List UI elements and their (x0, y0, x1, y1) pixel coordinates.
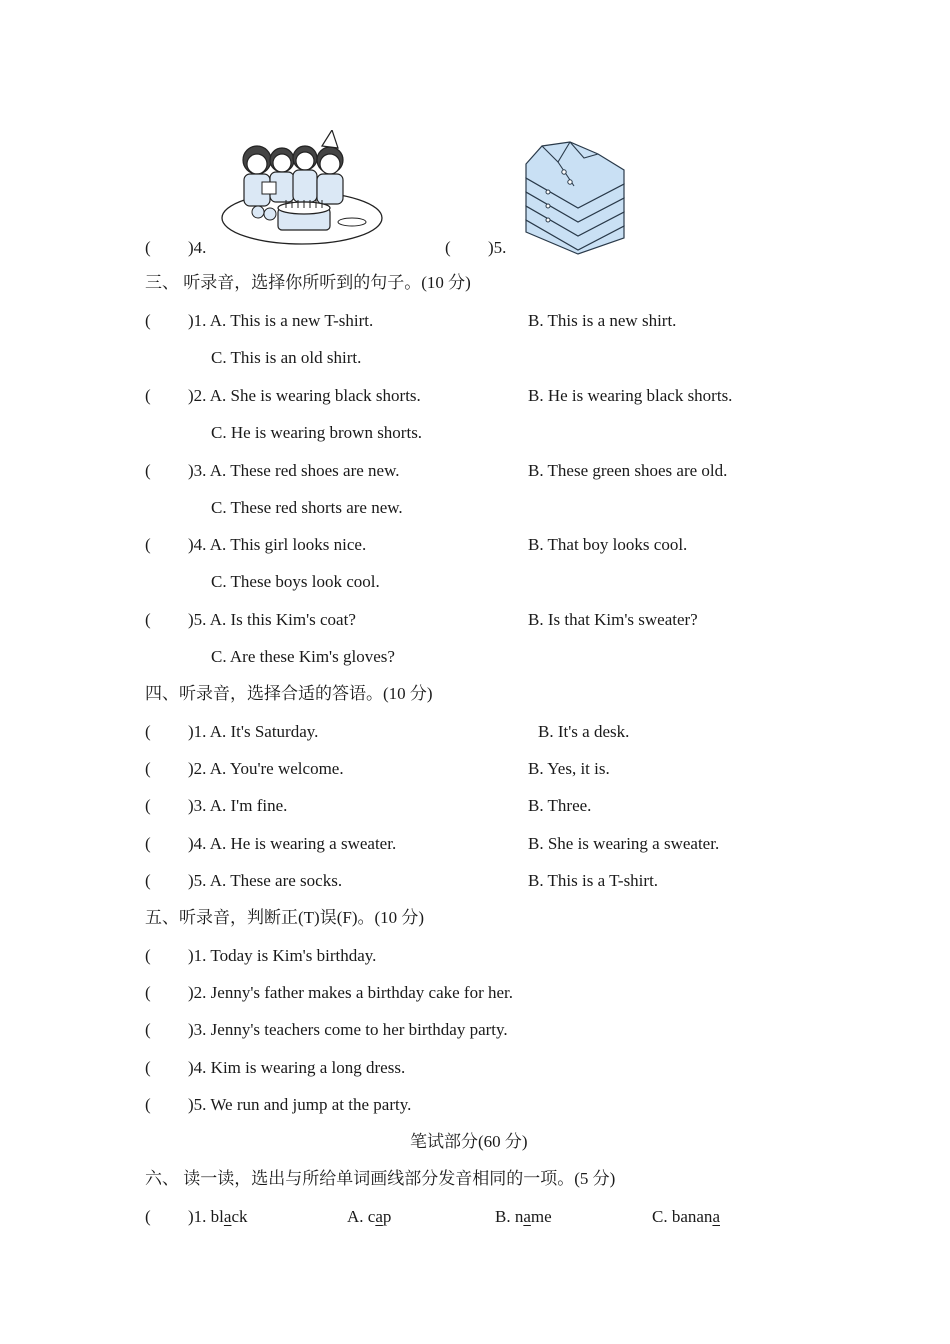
q5-paren-open: ( (445, 238, 451, 257)
paren-open: ( (145, 946, 151, 965)
s3-q2-num-a (188, 386, 421, 406)
s6-c-pre: C. banan (652, 1207, 713, 1226)
s6-q1-word (211, 1207, 248, 1226)
birthday-party-icon (220, 130, 385, 250)
s4-q2-option-b: B. Yes, it is. (528, 759, 610, 778)
s5-q3-num: )3. (188, 1020, 207, 1039)
s6-q1-option-a (347, 1207, 391, 1227)
s3-q4-option-a: A. This girl looks nice. (209, 535, 367, 554)
s6-b-pre: B. n (495, 1207, 524, 1226)
s3-q1-num-a (188, 311, 373, 331)
paren-open: ( (145, 1095, 151, 1114)
s3-q4-num-a (188, 535, 366, 555)
s6-q1 (188, 1207, 248, 1227)
written-part-title: 笔试部分(60 分) (410, 1132, 528, 1151)
s4-q4-num: )4. (188, 834, 207, 853)
paren-open: ( (145, 1207, 151, 1226)
s6-q1-num: )1. (188, 1207, 207, 1226)
s5-q5-text: We run and jump at the party. (210, 1095, 412, 1114)
q5-number: )5. (488, 238, 507, 257)
paren-open: ( (145, 759, 151, 778)
s4-q3-num-a (188, 796, 287, 816)
s3-q3-option-a: A. These red shoes are new. (209, 461, 400, 480)
s5-q1-text: Today is Kim's birthday. (210, 946, 377, 965)
s3-q2-num: )2. (188, 386, 207, 405)
s5-q1-num: )1. (188, 946, 207, 965)
s4-q4-option-b: B. She is wearing a sweater. (528, 834, 720, 853)
s5-q5-num: )5. (188, 1095, 207, 1114)
s6-a-pre: A. c (347, 1207, 376, 1226)
s4-q3-num: )3. (188, 796, 207, 815)
s3-q2-option-b: B. He is wearing black shorts. (528, 386, 733, 405)
paren-open: ( (145, 311, 151, 330)
paren-open: ( (145, 461, 151, 480)
s4-q4-num-a (188, 834, 396, 854)
s3-q5-option-b: B. Is that Kim's sweater? (528, 610, 698, 629)
s4-q1-num-a (188, 722, 318, 742)
s4-q2-num-a (188, 759, 344, 779)
q4-paren-open: ( (145, 238, 151, 257)
paren-open: ( (145, 1058, 151, 1077)
s4-q1-option-b: B. It's a desk. (538, 722, 630, 741)
s6-b-underlined: a (523, 1207, 531, 1226)
s5-q4 (188, 1058, 405, 1078)
s5-q2 (188, 983, 513, 1003)
s4-q4-option-a: A. He is wearing a sweater. (209, 834, 397, 853)
s6-q1-option-b (495, 1207, 552, 1227)
s3-q4-option-c: C. These boys look cool. (211, 572, 380, 591)
s4-q5-option-a: A. These are socks. (209, 871, 343, 890)
s4-q5-num: )5. (188, 871, 207, 890)
paren-open: ( (145, 610, 151, 629)
s4-q1-option-a: A. It's Saturday. (209, 722, 319, 741)
s3-q3-option-b: B. These green shoes are old. (528, 461, 728, 480)
s5-q3-text: Jenny's teachers come to her birthday party. (210, 1020, 508, 1039)
s3-q5-num: )5. (188, 610, 207, 629)
s3-q1-option-c: C. This is an old shirt. (211, 348, 362, 367)
section5-title: 五、听录音，判断正(T)误(F)。(10 分) (145, 908, 425, 927)
section6-title: 六、 读一读，选出与所给单词画线部分发音相同的一项。(5 分) (145, 1169, 616, 1188)
s3-q4-option-b: B. That boy looks cool. (528, 535, 688, 554)
s4-q2-num: )2. (188, 759, 207, 778)
s5-q3 (188, 1020, 508, 1040)
s4-q1-num: )1. (188, 722, 207, 741)
paren-open: ( (145, 834, 151, 853)
s3-q5-option-c: C. Are these Kim's gloves? (211, 647, 395, 666)
s3-q1-num: )1. (188, 311, 207, 330)
folded-shirts-icon (518, 140, 630, 255)
s3-q3-num-a (188, 461, 400, 481)
s4-q3-option-a: A. I'm fine. (209, 796, 288, 815)
s3-q3-num: )3. (188, 461, 207, 480)
s6-word-pre: bl (210, 1207, 224, 1226)
s3-q4-num: )4. (188, 535, 207, 554)
s3-q5-num-a (188, 610, 356, 630)
s5-q2-num: )2. (188, 983, 207, 1002)
paren-open: ( (145, 386, 151, 405)
s5-q5 (188, 1095, 411, 1115)
s5-q4-num: )4. (188, 1058, 207, 1077)
s4-q5-num-a (188, 871, 342, 891)
paren-open: ( (145, 796, 151, 815)
s3-q2-option-c: C. He is wearing brown shorts. (211, 423, 423, 442)
q4-number: )4. (188, 238, 207, 257)
s5-q1 (188, 946, 376, 966)
section4-title: 四、听录音，选择合适的答语。(10 分) (145, 684, 433, 703)
paren-open: ( (145, 722, 151, 741)
s6-word-underlined: a (223, 1207, 232, 1226)
s6-c-underlined: a (712, 1207, 720, 1226)
s5-q4-text: Kim is wearing a long dress. (210, 1058, 406, 1077)
s3-q2-option-a: A. She is wearing black shorts. (209, 386, 421, 405)
s6-a-underlined: a (375, 1207, 383, 1226)
paren-open: ( (145, 1020, 151, 1039)
s6-a-post: p (382, 1207, 392, 1226)
s3-q3-option-c: C. These red shorts are new. (211, 498, 403, 517)
s4-q2-option-a: A. You're welcome. (209, 759, 344, 778)
s6-q1-option-c (652, 1207, 720, 1227)
s3-q5-option-a: A. Is this Kim's coat? (209, 610, 356, 629)
s3-q1-option-b: B. This is a new shirt. (528, 311, 677, 330)
section3-title: 三、 听录音，选择你所听到的句子。(10 分) (145, 273, 471, 292)
paren-open: ( (145, 535, 151, 554)
s4-q5-option-b: B. This is a T-shirt. (528, 871, 659, 890)
s4-q3-option-b: B. Three. (528, 796, 592, 815)
s6-word-post: ck (231, 1207, 248, 1226)
paren-open: ( (145, 871, 151, 890)
s5-q2-text: Jenny's father makes a birthday cake for her. (210, 983, 514, 1002)
s6-b-post: me (530, 1207, 552, 1226)
paren-open: ( (145, 983, 151, 1002)
s3-q1-option-a: A. This is a new T-shirt. (209, 311, 374, 330)
